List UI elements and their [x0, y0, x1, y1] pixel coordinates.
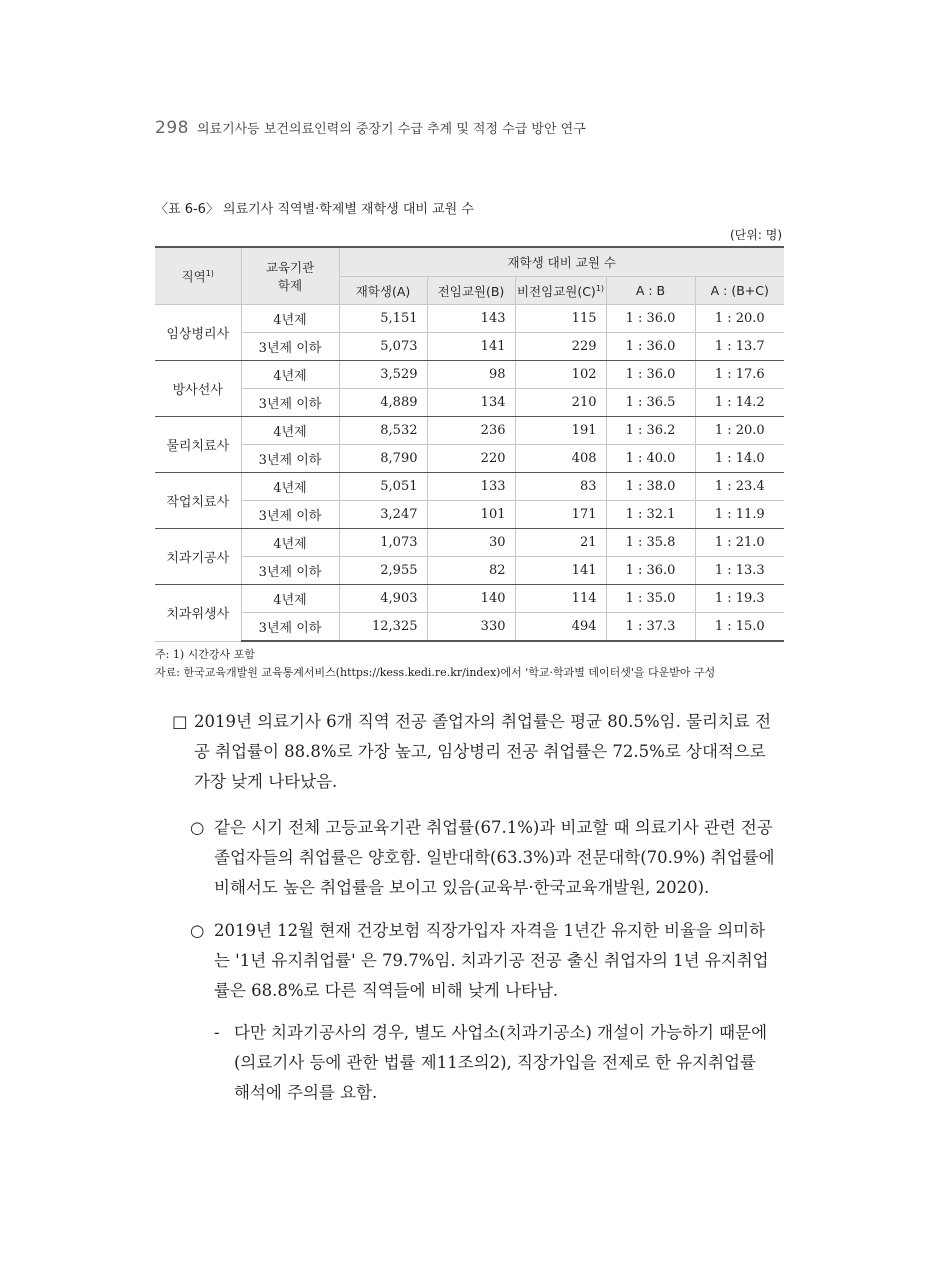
- parttime-cell: 21: [515, 529, 606, 557]
- table-notes: [155, 646, 715, 682]
- students-cell: 2,955: [339, 557, 427, 585]
- table-row: [155, 557, 784, 585]
- header-ratio-abc: A : (B+C): [695, 277, 784, 305]
- parttime-cell: 210: [515, 389, 606, 417]
- table-row: [155, 613, 784, 642]
- table-row: [155, 529, 784, 557]
- paragraph-line: 다만 치과기공사의 경우, 별도 사업소(치과기공소) 개설이 가능하기 때문에: [234, 1023, 768, 1042]
- table-row: [155, 389, 784, 417]
- running-title: 의료기사등 보건의료인력의 중장기 수급 추계 및 적정 수급 방안 연구: [196, 122, 586, 137]
- paragraph-line: 비해서도 높은 취업률을 보이고 있음(교육부·한국교육개발원, 2020).: [214, 878, 710, 897]
- parttime-cell: 171: [515, 501, 606, 529]
- paragraph-2: [214, 813, 775, 903]
- type-cell: 4년제: [241, 473, 339, 501]
- type-cell: 4년제: [241, 529, 339, 557]
- circle-bullet-icon: ○: [190, 818, 205, 837]
- ratio-ab-cell: 1 : 32.1: [606, 501, 695, 529]
- paragraph-line: 같은 시기 전체 고등교육기관 취업률(67.1%)과 비교할 때 의료기사 관련 전공: [214, 818, 773, 837]
- ratio-abc-cell: 1 : 21.0: [695, 529, 784, 557]
- parttime-cell: 114: [515, 585, 606, 613]
- students-cell: 5,051: [339, 473, 427, 501]
- job-cell: 방사선사: [155, 361, 241, 417]
- fulltime-cell: 82: [427, 557, 515, 585]
- students-cell: 8,790: [339, 445, 427, 473]
- type-cell: 3년제 이하: [241, 333, 339, 361]
- job-cell: 치과위생사: [155, 585, 241, 642]
- type-cell: 3년제 이하: [241, 613, 339, 642]
- students-cell: 8,532: [339, 417, 427, 445]
- header-fulltime: 전임교원(B): [427, 277, 515, 305]
- fulltime-cell: 220: [427, 445, 515, 473]
- ratio-ab-cell: 1 : 35.8: [606, 529, 695, 557]
- ratio-abc-cell: 1 : 13.3: [695, 557, 784, 585]
- ratio-abc-cell: 1 : 17.6: [695, 361, 784, 389]
- ratio-ab-cell: 1 : 36.5: [606, 389, 695, 417]
- parttime-cell: 229: [515, 333, 606, 361]
- students-cell: 5,073: [339, 333, 427, 361]
- ratio-ab-cell: 1 : 37.3: [606, 613, 695, 642]
- students-cell: 4,889: [339, 389, 427, 417]
- ratio-ab-cell: 1 : 36.0: [606, 361, 695, 389]
- ratio-abc-cell: 1 : 15.0: [695, 613, 784, 642]
- paragraph-line: 가장 낮게 나타났음.: [194, 772, 338, 791]
- fulltime-cell: 30: [427, 529, 515, 557]
- ratio-ab-cell: 1 : 40.0: [606, 445, 695, 473]
- students-cell: 4,903: [339, 585, 427, 613]
- table-row: [155, 305, 784, 333]
- fulltime-cell: 141: [427, 333, 515, 361]
- type-cell: 4년제: [241, 417, 339, 445]
- paragraph-line: 공 취업률이 88.8%로 가장 높고, 임상병리 전공 취업률은 72.5%로 상대적으로: [194, 742, 766, 761]
- parttime-cell: 115: [515, 305, 606, 333]
- job-cell: 물리치료사: [155, 417, 241, 473]
- ratio-abc-cell: 1 : 19.3: [695, 585, 784, 613]
- students-cell: 3,529: [339, 361, 427, 389]
- running-header: [155, 118, 586, 138]
- square-bullet-icon: □: [172, 712, 188, 731]
- header-job: 직역$^{1)}$: [155, 247, 241, 305]
- parttime-cell: 83: [515, 473, 606, 501]
- ratio-ab-cell: 1 : 38.0: [606, 473, 695, 501]
- dash-bullet-icon: -: [214, 1023, 220, 1042]
- ratio-abc-cell: 1 : 14.0: [695, 445, 784, 473]
- fulltime-cell: 140: [427, 585, 515, 613]
- type-cell: 3년제 이하: [241, 557, 339, 585]
- type-cell: 4년제: [241, 585, 339, 613]
- type-cell: 4년제: [241, 305, 339, 333]
- type-cell: 3년제 이하: [241, 501, 339, 529]
- ratio-abc-cell: 1 : 11.9: [695, 501, 784, 529]
- table-row: [155, 585, 784, 613]
- data-table: [155, 246, 784, 642]
- table-row: [155, 445, 784, 473]
- table-row: [155, 333, 784, 361]
- parttime-cell: 141: [515, 557, 606, 585]
- parttime-cell: 191: [515, 417, 606, 445]
- ratio-ab-cell: 1 : 36.0: [606, 333, 695, 361]
- table-unit: (단위: 명): [730, 228, 782, 242]
- fulltime-cell: 101: [427, 501, 515, 529]
- paragraph-line: 해석에 주의를 요함.: [234, 1083, 378, 1102]
- fulltime-cell: 143: [427, 305, 515, 333]
- header-type: 교육기관 학제: [241, 247, 339, 305]
- header-students: 재학생(A): [339, 277, 427, 305]
- paragraph-line: 률은 68.8%로 다른 직역들에 비해 낮게 나타남.: [214, 981, 559, 1000]
- table-row: [155, 417, 784, 445]
- job-cell: 작업치료사: [155, 473, 241, 529]
- ratio-abc-cell: 1 : 20.0: [695, 417, 784, 445]
- header-group: 재학생 대비 교원 수: [339, 247, 784, 277]
- fulltime-cell: 236: [427, 417, 515, 445]
- ratio-ab-cell: 1 : 35.0: [606, 585, 695, 613]
- table-row: [155, 361, 784, 389]
- students-cell: 1,073: [339, 529, 427, 557]
- table-caption: 〈표 6-6〉 의료기사 직역별·학제별 재학생 대비 교원 수: [155, 202, 474, 217]
- header-ratio-ab: A : B: [606, 277, 695, 305]
- students-cell: 3,247: [339, 501, 427, 529]
- table-footnote: 주: 1) 시간강사 포함: [155, 648, 255, 661]
- students-cell: 5,151: [339, 305, 427, 333]
- ratio-abc-cell: 1 : 23.4: [695, 473, 784, 501]
- job-cell: 치과기공사: [155, 529, 241, 585]
- paragraph-line: 졸업자들의 취업률은 양호함. 일반대학(63.3%)과 전문대학(70.9%) 취업률에: [214, 848, 775, 867]
- fulltime-cell: 98: [427, 361, 515, 389]
- table-source: 자료: 한국교육개발원 교육통계서비스(https://kess.kedi.re.kr/index)에서 '학교·학과별 데이터셋'을 다운받아 구성: [155, 666, 716, 679]
- students-cell: 12,325: [339, 613, 427, 642]
- job-cell: 임상병리사: [155, 305, 241, 361]
- ratio-ab-cell: 1 : 36.0: [606, 557, 695, 585]
- circle-bullet-icon: ○: [190, 921, 205, 940]
- paragraph-line: 2019년 의료기사 6개 직역 전공 졸업자의 취업률은 평균 80.5%임. 물리치료 전: [194, 712, 772, 731]
- paragraph-line: (의료기사 등에 관한 법률 제11조의2), 직장가입을 전제로 한 유지취업률: [234, 1053, 756, 1072]
- fulltime-cell: 134: [427, 389, 515, 417]
- ratio-abc-cell: 1 : 20.0: [695, 305, 784, 333]
- paragraph-4: [234, 1018, 767, 1108]
- table-row: [155, 473, 784, 501]
- parttime-cell: 494: [515, 613, 606, 642]
- paragraph-1: [194, 707, 771, 797]
- fulltime-cell: 330: [427, 613, 515, 642]
- type-cell: 4년제: [241, 361, 339, 389]
- ratio-ab-cell: 1 : 36.2: [606, 417, 695, 445]
- paragraph-line: 는 '1년 유지취업률' 은 79.7%임. 치과기공 전공 출신 취업자의 1년 유지취업: [214, 951, 769, 970]
- header-parttime: 비전임교원$(C)^{1)}$: [515, 277, 606, 305]
- paragraph-3: [214, 916, 769, 1006]
- fulltime-cell: 133: [427, 473, 515, 501]
- paragraph-line: 2019년 12월 현재 건강보험 직장가입자 자격을 1년간 유지한 비율을 의미하: [214, 921, 766, 940]
- ratio-ab-cell: 1 : 36.0: [606, 305, 695, 333]
- type-cell: 3년제 이하: [241, 389, 339, 417]
- type-cell: 3년제 이하: [241, 445, 339, 473]
- page-number: 298: [155, 118, 189, 138]
- parttime-cell: 408: [515, 445, 606, 473]
- table-row: [155, 501, 784, 529]
- ratio-abc-cell: 1 : 14.2: [695, 389, 784, 417]
- ratio-abc-cell: 1 : 13.7: [695, 333, 784, 361]
- parttime-cell: 102: [515, 361, 606, 389]
